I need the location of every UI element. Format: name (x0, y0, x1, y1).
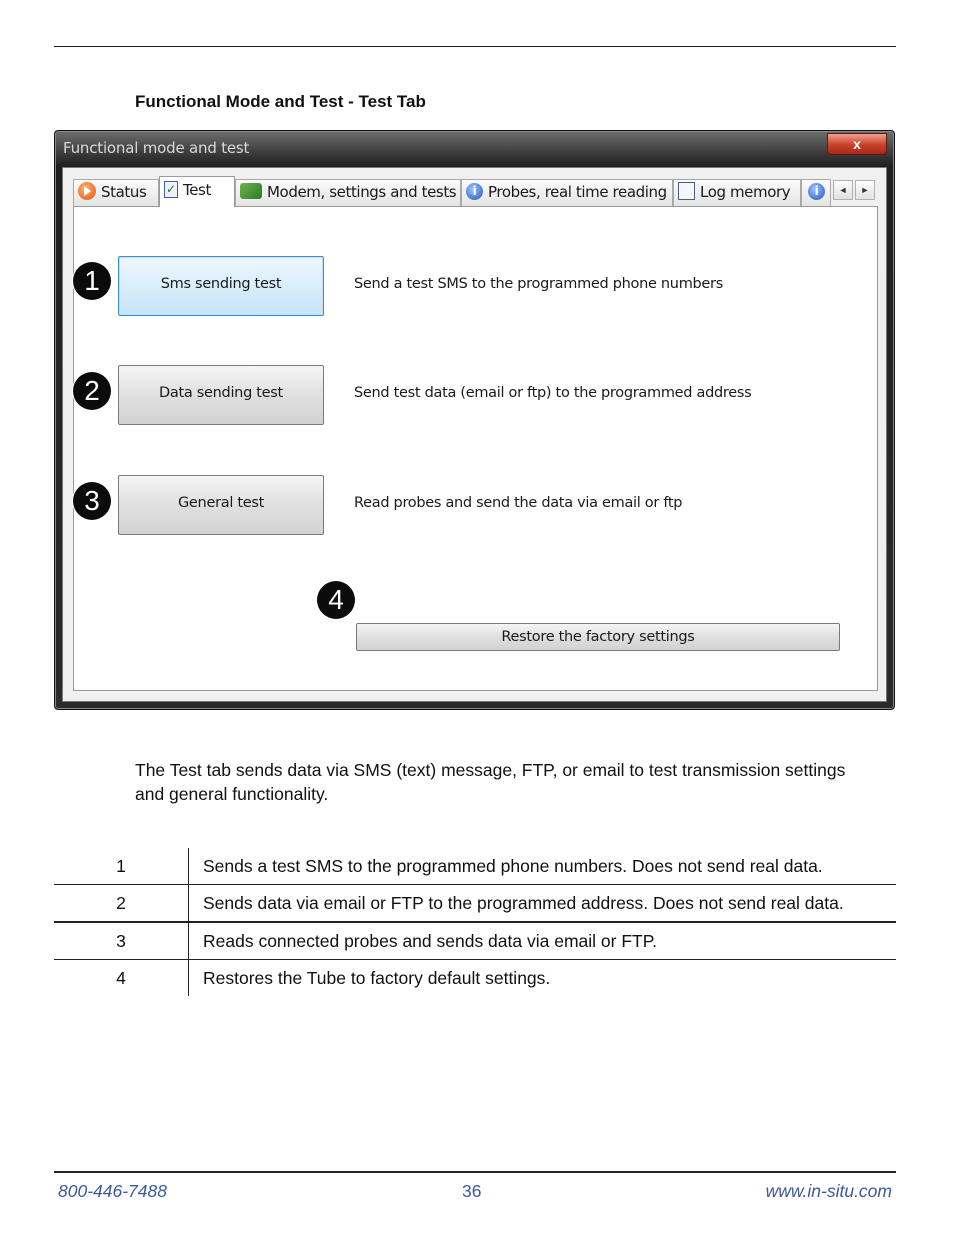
title-bar (55, 131, 894, 165)
callout-3: 3 (73, 482, 111, 520)
row-text: Sends data via email or FTP to the programmed address. Does not send real data. (189, 885, 897, 923)
window-title: Functional mode and test (63, 139, 250, 157)
scroll-right-button[interactable] (855, 180, 875, 200)
modem-icon (240, 183, 262, 199)
info-icon: i (808, 183, 825, 200)
callout-2: 2 (73, 372, 111, 410)
row-number: 2 (54, 885, 189, 923)
tab-log-memory[interactable] (673, 179, 801, 206)
description-paragraph: The Test tab sends data via SMS (text) message, FTP, or email to test transmission settings and general functionality. (135, 760, 846, 804)
general-test-button[interactable]: General test (118, 475, 324, 535)
info-icon: i (466, 183, 483, 200)
sms-sending-test-button[interactable]: Sms sending test (118, 256, 324, 316)
row-number: 3 (54, 922, 189, 960)
tab-label: Log memory (700, 183, 791, 201)
row-text: Reads connected probes and sends data via email or FTP. (189, 922, 897, 960)
tab-more[interactable] (801, 179, 831, 206)
close-icon: x (853, 136, 861, 152)
tab-label: Test (183, 181, 211, 199)
tab-modem[interactable] (235, 179, 461, 206)
tab-probes[interactable] (461, 179, 673, 206)
table-row (54, 848, 896, 885)
footer-website[interactable]: www.in-situ.com (765, 1181, 892, 1201)
data-sending-test-button[interactable]: Data sending test (118, 365, 324, 425)
table-row (54, 885, 896, 923)
test-icon (164, 181, 178, 198)
general-test-description: Read probes and send the data via email or ftp (354, 495, 683, 511)
data-test-description: Send test data (email or ftp) to the programmed address (354, 385, 752, 401)
bottom-rule (54, 1171, 896, 1173)
arrow-right-icon: ► (860, 185, 870, 195)
tab-status[interactable] (73, 179, 159, 206)
row-text: Restores the Tube to factory default settings. (203, 967, 551, 988)
row-number: 4 (54, 960, 189, 997)
reference-table (54, 848, 896, 996)
app-window (54, 130, 895, 710)
log-icon (678, 182, 695, 200)
tab-label: Modem, settings and tests (267, 183, 457, 201)
footer-phone: 800-446-7488 (58, 1181, 167, 1201)
callout-4: 4 (317, 581, 355, 619)
restore-factory-settings-button[interactable]: Restore the factory settings (356, 623, 840, 651)
window-client (62, 167, 887, 702)
row-text: Sends a test SMS to the programmed phone numbers. Does not send real data. (189, 848, 897, 885)
top-rule (54, 46, 896, 47)
arrow-left-icon: ◄ (838, 185, 848, 195)
tab-label: Status (101, 183, 147, 201)
scroll-left-button[interactable] (833, 180, 853, 200)
footer-page-number: 36 (462, 1181, 482, 1201)
close-button[interactable] (827, 133, 887, 155)
table-row (54, 960, 896, 997)
row-number: 1 (54, 848, 189, 885)
tab-label: Probes, real time reading (488, 183, 667, 201)
table-row (54, 922, 896, 960)
test-panel (73, 206, 878, 691)
status-icon (78, 182, 96, 200)
section-heading: Functional Mode and Test - Test Tab (135, 92, 426, 111)
tab-scroll (833, 180, 879, 202)
sms-test-description: Send a test SMS to the programmed phone numbers (354, 276, 723, 292)
callout-1: 1 (73, 262, 111, 300)
tab-test[interactable] (159, 176, 235, 207)
tab-strip (73, 176, 883, 206)
